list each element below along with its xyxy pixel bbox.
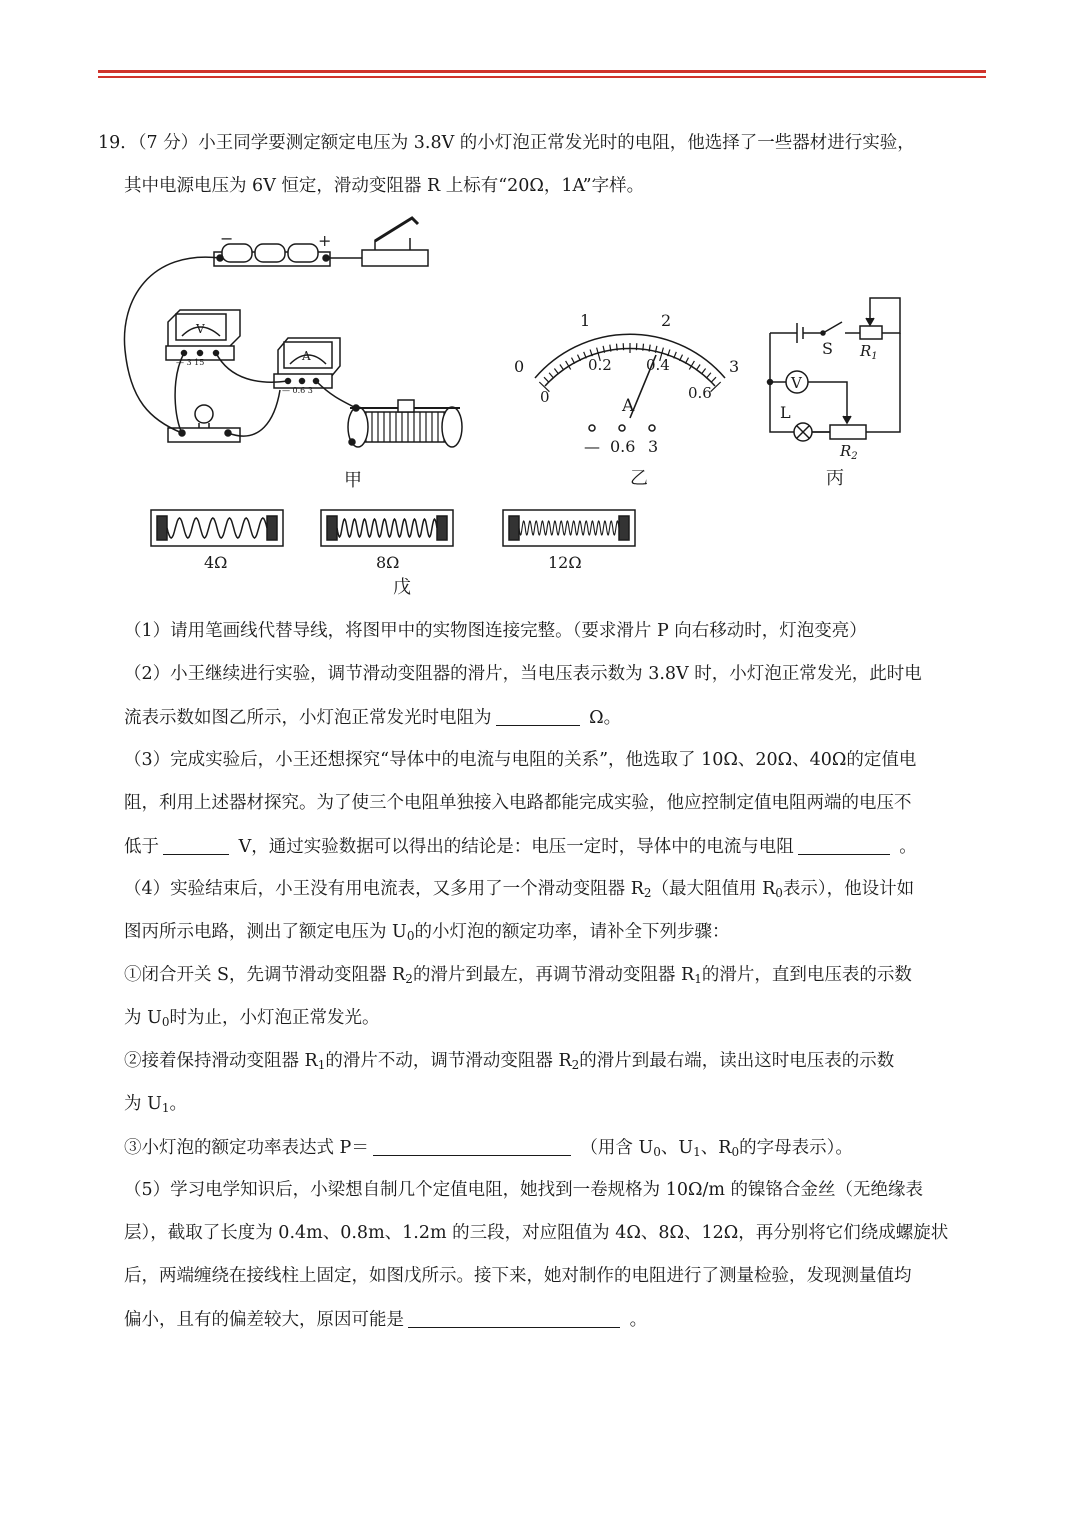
voltmeter-terminal-labels: — 3 15 [176, 358, 205, 367]
dial-outer-arc [535, 334, 725, 378]
terminal-label-0.6: 0.6 [610, 437, 636, 456]
terminal-label-3: 3 [648, 437, 659, 456]
battery-cell [288, 244, 318, 262]
rheostat-end-right [442, 407, 462, 447]
dial-top-label-0: 0 [514, 357, 525, 376]
coil-post [619, 516, 629, 540]
battery-plus-label: + [318, 231, 332, 250]
part-2-line-1: （2）小王继续进行实验，调节滑动变阻器的滑片，当电压表示数为 3.8V 时，小灯泡正常发光，此时电 [124, 664, 922, 684]
coil-post [267, 516, 277, 540]
part-5-line-3: 后，两端缠绕在接线柱上固定，如图戊所示。接下来，她对制作的电阻进行了测量检验，发现测量值均 [124, 1266, 912, 1286]
part-1: （1）请用笔画线代替导线，将图甲中的实物图连接完整。（要求滑片 P 向右移动时，灯泡变亮） [124, 621, 867, 641]
question-stem-line-2: 其中电源电压为 6V 恒定，滑动变阻器 R 上标有“20Ω，1A”字样。 [124, 176, 645, 196]
r1-label: $R_1$ [860, 342, 878, 362]
r1-symbol [860, 326, 882, 339]
figure-wu [151, 510, 635, 546]
part-4-line-1: （4）实验结束后，小王没有用电流表，又多用了一个滑动变阻器 $R_2$（最大阻值用 $R_0$表示），他设计如 [124, 879, 915, 900]
answer-blank-voltage[interactable] [163, 838, 229, 855]
coil-label-12: 12Ω [548, 553, 582, 572]
dial-tick [643, 344, 644, 351]
answer-blank-resistance[interactable] [496, 709, 580, 726]
voltmeter-terminal[interactable] [198, 351, 203, 356]
dial-bottom-label-0: 0 [540, 388, 550, 406]
r2-label: $R_2$ [840, 442, 858, 462]
voltmeter-label: V [791, 374, 802, 392]
switch-base [362, 250, 428, 266]
coil-post [437, 516, 447, 540]
step-1-line-2: 为 $U_0$时为止，小灯泡正常发光。 [124, 1008, 380, 1029]
battery-symbol [797, 323, 803, 343]
dial-tick [696, 365, 700, 371]
step-2-line-1: ②接着保持滑动变阻器 $R_1$的滑片不动，调节滑动变阻器 $R_2$的滑片到最右端，读出这时电压表的示数 [124, 1051, 895, 1072]
step-1-line-1: ①闭合开关 S，先调节滑动变阻器 $R_2$的滑片到最左，再调节滑动变阻器 $R_1$的滑片，直到电压表的示数 [124, 965, 912, 986]
step-3: ③小灯泡的额定功率表达式 P＝ （用含 $U_0$、$U_1$、$R_0$的字母表示）。 [124, 1138, 853, 1159]
voltmeter-letter: V [196, 322, 205, 336]
ammeter-terminal-labels: — 0.6 3 [282, 386, 313, 395]
part-5-line-2: 层），截取了长度为 0.4m、0.8m、1.2m 的三段，对应阻值为 4Ω、8Ω、12Ω，再分别将它们绕成螺旋状 [124, 1223, 949, 1243]
terminal-dot[interactable] [589, 425, 595, 431]
dial-unit-label: A [622, 396, 635, 416]
ammeter-letter: A [302, 349, 311, 363]
rheostat-slider[interactable] [398, 400, 414, 412]
figure-jia [124, 218, 462, 447]
dial-bottom-label-0.4: 0.4 [646, 356, 670, 374]
coil-post [157, 516, 167, 540]
figure-wu-caption: 戊 [393, 577, 411, 598]
figure-yi-caption: 乙 [630, 468, 648, 489]
switch-symbol[interactable] [823, 322, 842, 333]
lamp-bulb [195, 405, 213, 423]
dial-tick [701, 369, 705, 375]
part-3-line-1: （3）完成实验后，小王还想探究“导体中的电流与电阻的关系”，他选取了 10Ω、20Ω、40Ω的定值电 [124, 750, 917, 770]
r2-symbol [830, 425, 866, 439]
dial-top-label-3: 3 [729, 357, 740, 376]
wire [808, 382, 847, 422]
r2-arrow [843, 416, 851, 423]
lamp-label: L [780, 403, 791, 422]
answer-blank-relation[interactable] [798, 838, 890, 855]
dial-tick [706, 373, 711, 378]
terminal-dot[interactable] [619, 425, 625, 431]
battery-minus-label: − [220, 229, 234, 248]
switch-label: S [822, 339, 833, 358]
part-3-line-2: 阻，利用上述器材探究。为了使三个电阻单独接入电路都能完成实验，他应控制定值电阻两端的电压不 [124, 793, 912, 813]
dial-tick [544, 377, 549, 382]
part-5-line-1: （5）学习电学知识后，小梁想自制几个定值电阻，她找到一卷规格为 10Ω/m 的镍铬合金丝（无绝缘表 [124, 1180, 924, 1200]
part-3-line-3: 低于 V，通过实验数据可以得出的结论是：电压一定时，导体中的电流与电阻 。 [124, 837, 917, 857]
figure-area [0, 0, 1080, 610]
terminal-dot[interactable] [649, 425, 655, 431]
figure-bing-caption: 丙 [826, 468, 844, 489]
coil-label-8: 8Ω [376, 553, 400, 572]
part-2-line-2: 流表示数如图乙所示，小灯泡正常发光时电阻为 Ω。 [124, 708, 622, 728]
coil-post [509, 516, 519, 540]
answer-blank-reason[interactable] [408, 1311, 620, 1328]
dial-bottom-label-0.2: 0.2 [588, 356, 612, 374]
coil-post [327, 516, 337, 540]
ammeter-terminal[interactable] [300, 379, 305, 384]
dial-tick [711, 377, 716, 382]
figure-jia-caption: 甲 [344, 470, 362, 491]
step-2-line-2: 为 $U_1$。 [124, 1094, 187, 1115]
dial-tick [617, 344, 618, 351]
dial-top-label-2: 2 [661, 311, 672, 330]
coil-label-4: 4Ω [204, 553, 228, 572]
terminal-label-minus: — [584, 437, 600, 456]
part-4-line-2: 图丙所示电路，测出了额定电压为 $U_0$的小灯泡的额定功率，请补全下列步骤： [124, 922, 730, 943]
rheostat-terminal[interactable] [349, 439, 355, 445]
dial-inner-arc [545, 348, 715, 386]
dial-tick [560, 365, 564, 371]
switch-blade[interactable] [375, 218, 418, 241]
battery-cell [255, 244, 285, 262]
dial-tick [554, 369, 558, 375]
r1-arrow [866, 318, 874, 325]
question-stem-line-1: 19．（7 分）小王同学要测定额定电压为 3.8V 的小灯泡正常发光时的电阻，他选择了一些器材进行实验， [98, 133, 915, 153]
rheostat-coil [360, 412, 450, 442]
switch-posts [375, 238, 410, 250]
dial-bottom-label-0.6: 0.6 [688, 384, 712, 402]
dial-tick [549, 373, 554, 378]
part-5-line-4: 偏小，且有的偏差较大，原因可能是 。 [124, 1310, 648, 1330]
junction [768, 380, 773, 385]
dial-top-label-1: 1 [580, 311, 591, 330]
answer-blank-power-expression[interactable] [373, 1139, 571, 1156]
figure-yi [535, 334, 725, 431]
